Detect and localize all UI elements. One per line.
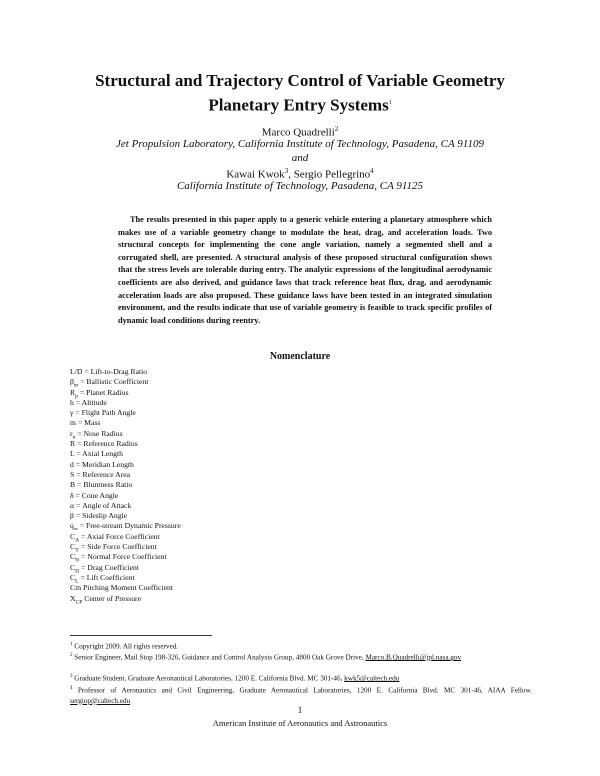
footnote-4-text: Professor of Aeronautics and Civil Engineering, Graduate Aeronautical Laboratories, 1200 E. California Blvd. MC 301-46, AIAA Fellow. bbox=[72, 686, 532, 695]
nomenclature-subscript: n bbox=[72, 434, 76, 441]
nomenclature-symbol: L bbox=[70, 449, 75, 459]
nomenclature-item bbox=[70, 521, 181, 531]
footnote-1-mark: 1 bbox=[70, 642, 73, 647]
footnote-4 bbox=[70, 684, 532, 706]
nomenclature-definition: = Ballistic Coefficient bbox=[78, 377, 149, 387]
nomenclature-definition: Pitching Moment Coefficient bbox=[81, 583, 173, 593]
nomenclature-symbol: γ bbox=[70, 408, 74, 418]
nomenclature-symbol: β bbox=[70, 377, 74, 387]
nomenclature-subscript: p bbox=[75, 393, 78, 400]
author-kwok-sup: 3 bbox=[284, 167, 289, 175]
title-line-1: Structural and Trajectory Control of Variable Geometry bbox=[95, 71, 505, 90]
nomenclature-item bbox=[70, 439, 181, 449]
page-number: 1 bbox=[297, 705, 303, 715]
nomenclature-symbol: δ bbox=[70, 490, 74, 500]
nomenclature-item bbox=[70, 573, 181, 583]
nomenclature-definition: = Lift Coefficient bbox=[78, 572, 135, 582]
nomenclature-symbol: r bbox=[70, 428, 73, 438]
nomenclature-symbol: X bbox=[70, 593, 76, 603]
nomenclature-list bbox=[70, 367, 181, 604]
nomenclature-definition: = Free-stream Dynamic Pressure bbox=[77, 521, 181, 531]
nomenclature-item bbox=[70, 532, 181, 542]
nomenclature-item bbox=[70, 398, 181, 408]
nomenclature-symbol: h bbox=[70, 397, 74, 407]
author-pellegrino: Sergio Pellegrino bbox=[293, 168, 371, 181]
footnote-2-mark: 2 bbox=[70, 653, 73, 658]
nomenclature-item bbox=[70, 511, 181, 521]
nomenclature-subscript: Y bbox=[75, 547, 80, 554]
nomenclature-item bbox=[70, 583, 181, 593]
nomenclature-definition: = Reference Area bbox=[74, 469, 131, 479]
title-line-2-text: Planetary Entry Systems bbox=[208, 95, 389, 115]
nomenclature-definition: = Normal Force Coefficient bbox=[79, 552, 167, 562]
nomenclature-subscript: L bbox=[75, 578, 79, 585]
author-separator: , bbox=[288, 168, 294, 181]
nomenclature-definition: = Lift-to-Drag Ratio bbox=[82, 367, 148, 376]
nomenclature-symbol: Cm bbox=[70, 583, 82, 593]
nomenclature-symbol: C bbox=[70, 552, 76, 562]
nomenclature-item bbox=[70, 480, 181, 490]
nomenclature-symbol: R bbox=[70, 439, 76, 449]
affiliation-caltech: California Institute of Technology, Pasadena, CA 91125 bbox=[176, 180, 424, 192]
nomenclature-subscript: CP bbox=[75, 599, 83, 606]
nomenclature-item bbox=[70, 377, 181, 387]
nomenclature-definition: Center of Pressure bbox=[82, 593, 142, 603]
nomenclature-item bbox=[70, 501, 181, 511]
nomenclature-symbol: C bbox=[70, 562, 76, 572]
footnote-3 bbox=[70, 672, 532, 684]
footnote-4-email-link[interactable]: sergiop@caltech.edu bbox=[70, 696, 131, 705]
nomenclature-item bbox=[70, 408, 181, 418]
paper-title bbox=[40, 70, 560, 117]
author-conjunction: and bbox=[291, 152, 309, 164]
footnote-divider bbox=[70, 635, 212, 636]
footnote-3-text: Graduate Student, Graduate Aeronautical Laboratories, 1200 E. California Blvd. MC 301-46, bbox=[72, 674, 345, 683]
footnote-2 bbox=[70, 651, 532, 663]
author-kwok: Kawai Kwok bbox=[226, 168, 285, 181]
nomenclature-item bbox=[70, 552, 181, 562]
nomenclature-definition: = Sideslip Angle bbox=[73, 511, 128, 521]
author-quadrelli: Marco Quadrelli bbox=[261, 126, 335, 139]
nomenclature-symbol: C bbox=[70, 542, 76, 552]
nomenclature-item bbox=[70, 418, 181, 428]
nomenclature-definition: = Bluntness Ratio bbox=[75, 480, 133, 490]
footnote-2-text: Senior Engineer, Mail Stop 198-326, Guidance and Control Analysis Group, 4800 Oak Grove Drive, bbox=[72, 653, 366, 662]
author-pellegrino-sup: 4 bbox=[370, 167, 374, 175]
footnote-1-text: Copyright 2009. All rights reserved. bbox=[72, 642, 179, 651]
nomenclature-symbol: R bbox=[70, 387, 76, 397]
nomenclature-item bbox=[70, 594, 181, 604]
nomenclature-item bbox=[70, 449, 181, 459]
nomenclature-subscript: D bbox=[75, 568, 80, 575]
nomenclature-item bbox=[70, 470, 181, 480]
nomenclature-definition: = Axial Force Coefficient bbox=[79, 531, 160, 541]
nomenclature-definition: = Flight Path Angle bbox=[73, 408, 136, 418]
nomenclature-definition: = Mass bbox=[75, 418, 101, 428]
page-footer: American Institute of Aeronautics and Astronautics bbox=[212, 718, 388, 728]
nomenclature-item bbox=[70, 563, 181, 573]
footnote-4-mark: 4 bbox=[70, 686, 73, 691]
nomenclature-item bbox=[70, 367, 181, 377]
author-quadrelli-sup: 2 bbox=[334, 125, 339, 133]
title-line-2 bbox=[40, 92, 560, 117]
nomenclature-item bbox=[70, 491, 181, 501]
footnote-2-email-link[interactable]: Marco.B.Quadrelli@jpl.nasa.gov bbox=[365, 653, 462, 662]
nomenclature-symbol: L/D bbox=[70, 367, 83, 376]
nomenclature-subscript: A bbox=[75, 537, 80, 544]
nomenclature-subscript: m bbox=[73, 382, 79, 389]
nomenclature-symbol: S bbox=[70, 469, 75, 479]
title-footnote-marker: 1 bbox=[388, 100, 392, 106]
nomenclature-symbol: q bbox=[70, 521, 74, 531]
nomenclature-definition: = Nose Radius bbox=[75, 428, 123, 438]
nomenclature-definition: = Reference Radius bbox=[75, 439, 138, 449]
nomenclature-definition: = Cone Angle bbox=[73, 490, 119, 500]
nomenclature-heading: Nomenclature bbox=[269, 351, 331, 362]
nomenclature-subscript: N bbox=[75, 557, 80, 564]
nomenclature-definition: = Drag Coefficient bbox=[79, 562, 140, 572]
nomenclature-item bbox=[70, 388, 181, 398]
nomenclature-symbol: α bbox=[70, 500, 75, 510]
abstract: The results presented in this paper apply to a generic vehicle entering a planetary atmosphere which makes use of a variable geometry change to modulate the heat, drag, and acceleration loads. Two structural concepts for implementing the cone angle variation, namely a segmented shell and a corrugated shell, are presented. A structural analysis of these proposed structural configuration shows that the stress levels are tolerable during entry. The analytic expressions of the longitudinal aerodynamic coefficients are also derived, and guidance laws that track reference heat flux, drag, and aerodynamic acceleration loads are also proposed. These guidance laws have been tested in an integrated simulation environment, and the results indicate that use of variable geometry is feasible to track specific profiles of dynamic load conditions during reentry. bbox=[118, 215, 492, 325]
nomenclature-symbol: m bbox=[70, 418, 76, 428]
nomenclature-definition: = Altitude bbox=[73, 397, 107, 407]
nomenclature-item bbox=[70, 460, 181, 470]
nomenclature-symbol: C bbox=[70, 572, 76, 582]
affiliation-jpl: Jet Propulsion Laboratory, California Institute of Technology, Pasadena, CA 91109 bbox=[116, 138, 484, 150]
nomenclature-symbol: β bbox=[70, 511, 74, 521]
nomenclature-symbol: d bbox=[70, 459, 74, 469]
nomenclature-symbol: C bbox=[70, 531, 76, 541]
nomenclature-definition: = Angle of Attack bbox=[74, 500, 132, 510]
footnote-3-email-link[interactable]: kwk5@caltech.edu bbox=[344, 674, 400, 683]
nomenclature-definition: = Side Force Coefficient bbox=[79, 542, 157, 552]
nomenclature-subscript: ∞ bbox=[73, 526, 78, 533]
nomenclature-symbol: B bbox=[70, 480, 76, 490]
nomenclature-item bbox=[70, 542, 181, 552]
nomenclature-definition: = Meridian Length bbox=[73, 459, 134, 469]
footnote-1 bbox=[70, 640, 532, 652]
nomenclature-definition: = Axial Length bbox=[74, 449, 123, 459]
nomenclature-item bbox=[70, 429, 181, 439]
footnote-3-mark: 3 bbox=[70, 674, 73, 679]
nomenclature-definition: = Planet Radius bbox=[77, 387, 129, 397]
